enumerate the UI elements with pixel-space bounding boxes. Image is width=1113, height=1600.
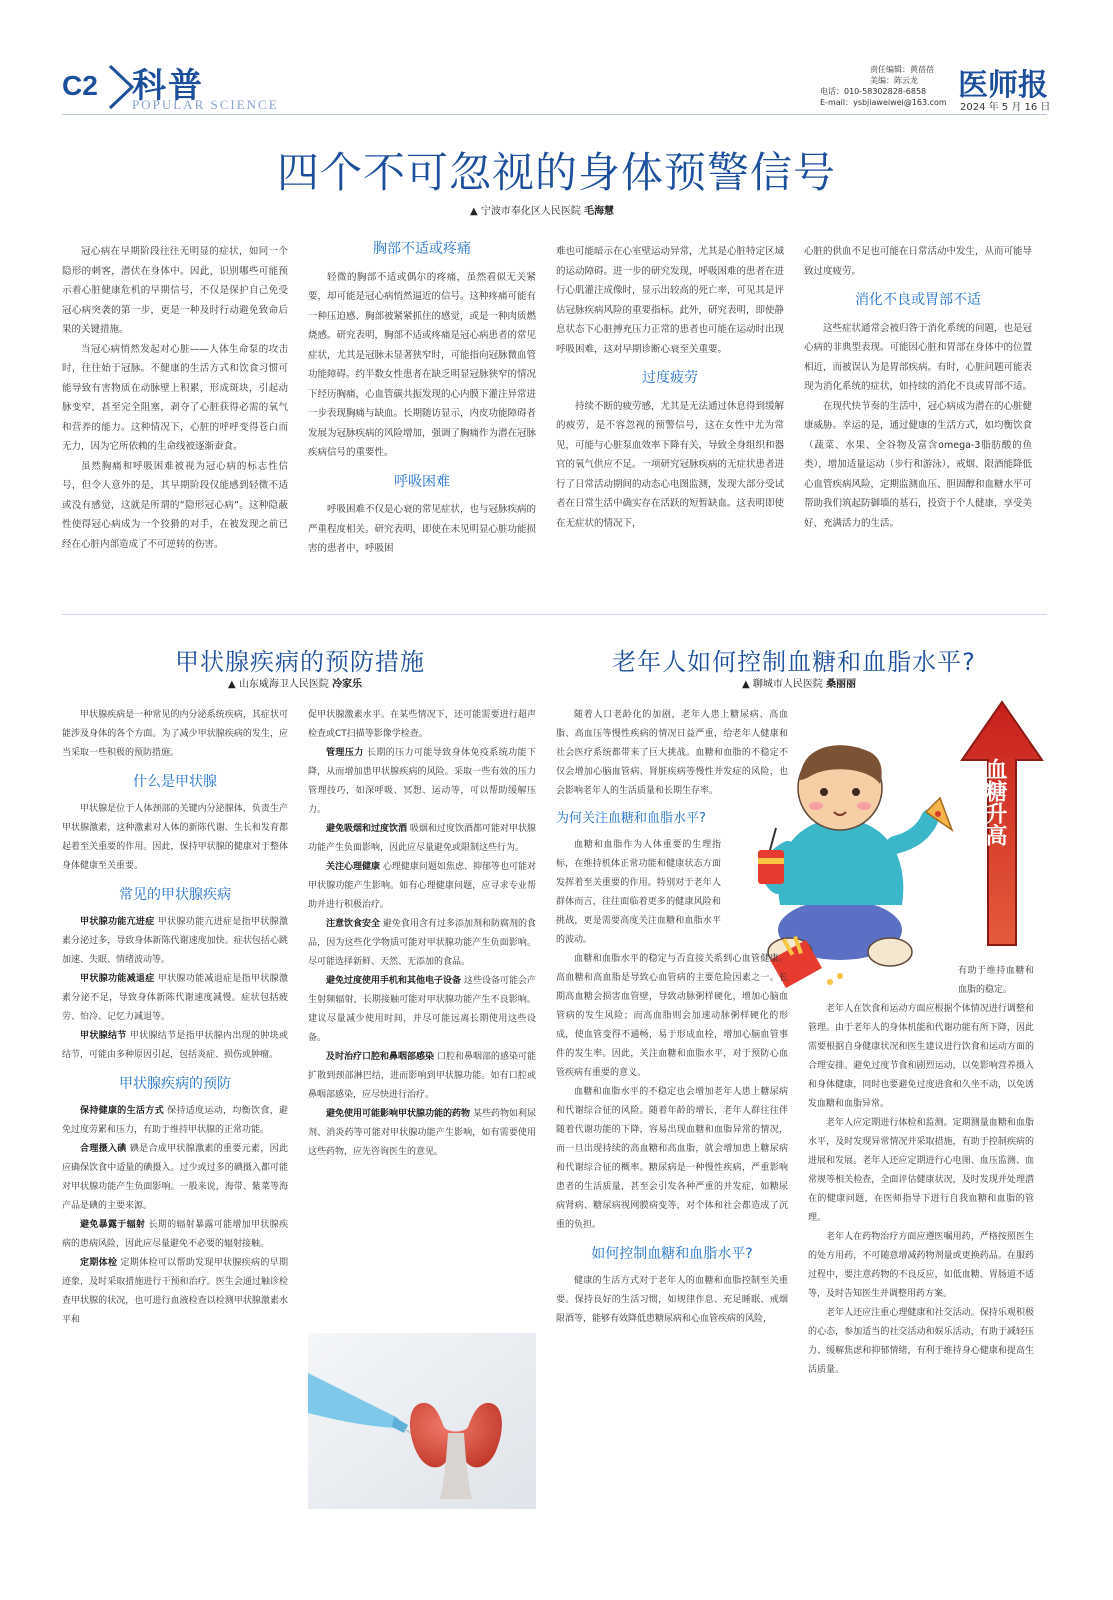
subheading: 过度疲劳 [642,370,698,386]
section-divider [62,614,1047,615]
lead-text: 吸烟和过度饮酒都可能对甲状腺功能产生负面影响，因此应尽量避免或限制这些行为。 [308,824,536,853]
paragraph: 在现代快节奏的生活中，冠心病成为潜在的心脏健康威胁。幸运的是，通过健康的生活方式，如均衡饮食（蔬菜、水果、全谷物及富含omega-3脂肪酸的鱼类），增加适量运动（步行和游泳），戒烟、限酒能降低心血管疾病风险，定期监测血压、胆固醇和血糖水平可帮助我们筑起防御墙的基石，投资于个人健康，享受美好、充满活力的生活。 [804,400,1033,529]
paragraph: 健康的生活方式对于老年人的血糖和血脂控制至关重要。保持良好的生活习惯，如规律作息、充足睡眠、戒烟限酒等，能够有效降低患糖尿病和心血管疾病的风险， [556,1276,788,1324]
paragraph: 心脏的供血不足也可能在日常活动中发生，从而可能导致过度疲劳。 [804,246,1033,277]
subheading: 甲状腺疾病的预防 [119,1076,231,1092]
paragraph [62,970,288,1027]
article2-title: 甲状腺疾病的预防措施 [175,648,425,676]
paragraph: 老年人在药物治疗方面应遵医嘱用药，严格按照医生的处方用药，不可随意增减药物剂量或更换药品。在服药过程中，要注意药物的不良反应，如低血糖、胃肠道不适等，及时告知医生并调整用药方案。 [808,1232,1034,1299]
editor: 责任编辑：黄蓓蓓 [870,65,934,74]
subheading: 如何控制血糖和血脂水平? [591,1246,753,1262]
byline-org: ▲ 宁波市奉化区人民医院 [470,206,581,217]
article1-col4 [804,242,1032,533]
paragraph: 老年人还应注重心理健康和社交活动。保持乐观积极的心态，参加适当的社交活动和娱乐活动，有助于减轻压力、缓解焦虑和抑郁情绪，有利于维持身心健康和提高生活质量。 [808,1308,1034,1375]
article1-byline [470,202,614,217]
article1-col1 [62,242,288,554]
section-title: 科普 [132,66,204,106]
article3-byline [742,675,856,690]
lead-term: 及时治疗口腔和鼻咽部感染 [326,1052,435,1062]
lead-text: 碘是合成甲状腺激素的重要元素，因此应确保饮食中适量的碘摄入。过少或过多的碘摄入都可能对甲状腺功能产生负面影响。一般来说，海带、紫菜等海产品是碘的主要来源。 [62,1144,288,1211]
email: E-mail：ysbjiaweiwei@163.com [820,98,947,107]
paragraph [308,1048,536,1105]
paragraph [308,858,536,915]
paragraph [62,1027,288,1065]
subheading: 为何关注血糖和血脂水平? [556,811,706,826]
paragraph: 甲状腺是位于人体颈部的关键内分泌腺体，负责生产甲状腺激素，这种激素对人体的新陈代谢、生长和发育都起着至关重要的作用。因此，保持甲状腺的健康对于整体身体健康至关重要。 [62,804,288,871]
paragraph [308,820,536,858]
byline-org: ▲ 聊城市人民医院 [742,679,823,690]
byline-author: 毛海慧 [584,206,615,217]
contact-info [820,86,950,108]
paragraph: 促甲状腺激素水平。在某些情况下，还可能需要进行超声检查或CT扫描等影像学检查。 [308,710,536,739]
designer: 美编：陈云龙 [870,76,918,85]
lead-term: 避免过度使用手机和其他电子设备 [326,976,462,986]
paragraph [308,744,536,820]
paragraph: 难也可能暗示在心室壁运动异常，尤其是心脏特定区域的运动障碍。进一步的研究发现，呼吸困难的患者在进行心肌灌注成像时，显示出较高的死亡率，可见其是评估冠脉疾病风险的重要指标。此外，研究表明，即使静息状态下心脏搏充压力正常的患者也可能在运动时出现呼吸困难，这对早期诊断心衰至关重要。 [556,246,785,355]
byline-org: ▲ 山东威海卫人民医院 [228,679,329,690]
paragraph: 随着人口老龄化的加剧，老年人患上糖尿病、高血脂、高血压等慢性疾病的情况日益严重，给老年人健康和社会医疗系统都带来了巨大挑战。血糖和血脂的不稳定不仅会增加心脑血管病、肾脏疾病等慢性并发症的风险，也会影响老年人的生活质量和长期生存率。 [556,710,788,796]
lead-text: 甲状腺结节是指甲状腺内出现的肿块或结节，可能由多种原因引起，包括炎症、损伤或肿瘤。 [62,1031,288,1060]
paragraph [62,1216,288,1254]
byline-author: 冷家乐 [332,679,363,690]
paragraph: 轻微的胸部不适或偶尔的疼痛，虽然看似无关紧要，却可能是冠心病悄然逼近的信号。这种疼痛可能有一种压迫感、胸部被紧紧抓住的感觉，或是一种肉质燃烧感。研究表明，胸部不适或疼痛是冠心病患者的常见症状，尤其是冠脉未显著狭窄时，可能指向冠脉微血管功能障碍。约半数女性患者在缺乏明显冠脉狭窄的情况下经历胸痛，心血管碳共振发现的心内膜下灌注异常进一步表现胸痛与缺血。长期随访显示，内皮功能障碍者发展为冠脉疾病的风险增加，强调了胸痛作为潜在冠脉疾病信号的重要性。 [308,271,537,458]
paragraph [62,1102,288,1140]
subheading: 胸部不适或疼痛 [373,241,471,257]
paragraph: 冠心病在早期阶段往往无明显的症状，如同一个隐形的刺客，潜伏在身体中。因此，识别哪些可能预示着心脏健康危机的早期信号，不仅是保护自己免受冠心病突袭的第一步，更是一种及时行动避免致命后果的关键措施。 [62,246,288,335]
lead-text: 甲状腺功能减退症是指甲状腺激素分泌不足，导致身体新陈代谢速度减慢。症状包括疲劳、怕冷、记忆力减退等。 [62,974,288,1022]
article3-col1 [556,706,788,1329]
subheading: 什么是甲状腺 [133,774,217,790]
lead-text: 口腔和鼻咽部的感染可能扩散到颈部淋巴结，进而影响到甲状腺功能。如有口腔或鼻咽部感染，应尽快进行治疗。 [308,1052,536,1100]
paragraph: 血糖和血脂水平的不稳定也会增加老年人患上糖尿病和代谢综合征的风险。随着年龄的增长，老年人群往往伴随着代谢功能的下降，容易出现血糖和血脂异常的情况，而一旦出现持续的高血糖和高血脂，就会增加患上糖尿病和代谢综合征的概率。糖尿病是一种慢性疾病，严重影响患者的生活质量，甚至会引发各种严重的并发症，如糖尿病肾病、糖尿病视网膜病变等，对个体和社会都造成了沉重的负担。 [556,1087,788,1230]
article2-byline [228,675,362,690]
subheading: 呼吸困难 [394,473,450,490]
lead-term: 定期体检 [80,1258,118,1268]
editor-credit [870,64,950,86]
paragraph: 老年人在饮食和运动方面应根据个体情况进行调整和管理。由于老年人的身体机能和代谢功能有所下降，因此需要根据自身健康状况和医生建议进行饮食和运动方面的合理安排。避免过度节食和剧烈运动，以免影响营养摄入和身体健康，同时也要避免过度进食和久坐不动，以免诱发血糖和血脂异常。 [808,1004,1034,1109]
lead-term: 注意饮食安全 [326,919,381,929]
lead-text: 长期的辐射暴露可能增加甲状腺疾病的患病风险，因此应尽量避免不必要的辐射接触。 [62,1220,288,1249]
lead-text: 这些设备可能会产生射频辐射，长期接触可能对甲状腺功能产生不良影响。建议尽量减少使用时间，并尽可能远离长期使用这些设备。 [308,976,536,1043]
section-subtitle: POPULAR SCIENCE [132,97,279,112]
paragraph [308,915,536,972]
article3-col2 [808,962,1034,1380]
lead-term: 避免吸烟和过度饮酒 [326,824,408,834]
header-rule [62,114,1047,115]
lead-text: 某些药物如利尿剂、消炎药等可能对甲状腺功能产生影响，如有需要使用这些药物，应先咨询医生的意见。 [308,1109,536,1157]
paragraph: 当冠心病悄然发起对心脏——人体生命泵的攻击时，往往始于冠脉。不健康的生活方式和饮食习惯可能导致有害物质在动脉壁上积累，形成斑块，引起动脉变窄，甚至完全阻塞，剥夺了心脏获得必需的氧气和营养的能力。这种情况下，心脏的呼呼变得苍白而无力，因为它所依赖的生命线被逐渐蚕食。 [62,343,288,452]
lead-term: 保持健康的生活方式 [80,1106,164,1116]
lead-text: 心理健康问题如焦虑、抑郁等也可能对甲状腺功能产生影响。如有心理健康问题，应寻求专业帮助并进行积极治疗。 [308,862,536,910]
article1-title: 四个不可忽视的身体预警信号 [276,148,836,197]
paragraph: 持续不断的疲劳感，尤其是无法通过休息得到缓解的疲劳，是不容忽视的预警信号，这在女性中尤为常见，可能与心脏泵血效率下降有关，导致全身组织和器官的氧气供应不足。一项研究冠脉疾病的无症状患者进行了日常活动期间的动态心电图监测，发现大部分受试者在日常生活中确实存在活跃的短暂缺血。这表明即使在无症状的情况下， [556,400,785,529]
paragraph [62,1140,288,1216]
lead-text: 避免食用含有过多添加剂和防腐剂的食品，因为这些化学物质可能对甲状腺功能产生负面影响。尽可能选择新鲜、天然、无添加的食品。 [308,919,536,967]
paragraph: 血糖和血脂作为人体重要的生理指标，在维持机体正常功能和健康状态方面发挥着至关重要的作用。特别对于老年人群体而言，往往面临着更多的健康风险和挑战，更是需要高度关注血糖和血脂水平的波动。 [556,840,721,945]
subheading: 常见的甲状腺疾病 [119,887,231,903]
article2-col1 [62,706,288,1330]
article1-col2 [308,240,536,559]
paper-date: 2024 年 5 月 16 日 [960,102,1051,113]
article3-title: 老年人如何控制血糖和血脂水平? [612,648,976,676]
lead-term: 管理压力 [326,748,364,758]
lead-term: 合理摄入碘 [80,1144,127,1154]
thyroid-model-image [308,1333,536,1509]
paper-name: 医师报 [958,68,1048,103]
lead-term: 甲状腺结节 [80,1031,127,1041]
lead-term: 关注心理健康 [326,862,381,872]
subheading: 消化不良或胃部不适 [855,292,981,308]
paragraph [308,972,536,1048]
lead-term: 避免暴露于辐射 [80,1220,146,1230]
paragraph [308,1105,536,1162]
article2-col2 [308,706,536,1162]
lead-term: 避免使用可能影响甲状腺功能的药物 [326,1109,471,1119]
paragraph: 虽然胸痛和呼吸困难被视为冠心病的标志性信号，但令人意外的是，其早期阶段仅能感到轻微不适或没有感觉，这就是所谓的“隐形冠心病”。这种隐蔽性使得冠心病成为一个狡猾的对手，在被发现之前已经在心脏内部造成了不可逆转的伤害。 [62,460,288,550]
paragraph [62,1254,288,1330]
paragraph [62,913,288,970]
paragraph: 血糖和血脂水平的稳定与否直接关系到心血管健康。高血糖和高血脂是导致心血管病的主要危险因素之一。长期高血糖会损害血管壁，导致动脉粥样硬化，增加心脑血管病的发生风险；而高血脂则会加速动脉粥样硬化的形成，使血管变得不通畅，易于形成血栓，增加心脑血管事件的发生率。因此，关注血糖和血脂水平，对于预防心血管疾病有重要的意义。 [556,954,788,1078]
page-code: C2 [62,70,98,101]
paragraph: 这些症状通常会被归咎于消化系统的问题，也是冠心病的非典型表现。可能因心脏和胃部在身体中的位置相近，而被误认为是胃部疾病。有时，心脏问题可能表现为消化系统的症状，如持续的消化不良或胃部不适。 [804,322,1033,392]
paragraph: 呼吸困难不仅是心衰的常见症状，也与冠脉疾病的严重程度相关。研究表明，即使在未见明显心脏功能损害的患者中，呼吸困 [308,504,537,554]
article1-col3 [556,242,784,533]
lead-term: 甲状腺功能亢进症 [80,917,155,927]
lead-text: 甲状腺功能亢进症是指甲状腺激素分泌过多，导致身体新陈代谢速度加快。症状包括心跳加速、失眠、情绪波动等。 [62,917,288,965]
lead-text: 长期的压力可能导致身体免疫系统功能下降，从而增加患甲状腺疾病的风险。采取一些有效的压力管理技巧，如深呼吸、冥想、运动等，可以帮助缓解压力。 [308,748,536,815]
lead-text: 保持适度运动，均衡饮食，避免过度劳累和压力，有助于维持甲状腺的正常功能。 [62,1106,288,1135]
lead-term: 甲状腺功能减退症 [80,974,155,984]
phone: 电话：010-58302828-6858 [820,87,927,96]
paragraph: 老年人应定期进行体检和监测。定期测量血糖和血脂水平，及时发现异常情况并采取措施，有助于控制疾病的进展和发展。老年人还应定期进行心电图、血压监测、血常规等相关检查，全面评估健康状况，及时发现并处理潜在的健康问题，在医师指导下进行自我血糖和血脂的管理。 [808,1118,1034,1223]
lead-text: 定期体检可以帮助发现甲状腺疾病的早期迹象，及时采取措施进行干预和治疗。医生会通过触诊检查甲状腺的状况，也可进行血液检查以检测甲状腺激素水平和 [62,1258,288,1325]
paragraph: 有助于维持血糖和血脂的稳定。 [958,966,1034,995]
byline-author: 桑丽丽 [826,679,857,690]
paragraph: 甲状腺疾病是一种常见的内分泌系统疾病，其症状可能涉及身体的各个方面。为了减少甲状腺疾病的发生，应当采取一些积极的预防措施。 [62,710,288,758]
arrow-label: 血糖升高 [982,758,1007,846]
